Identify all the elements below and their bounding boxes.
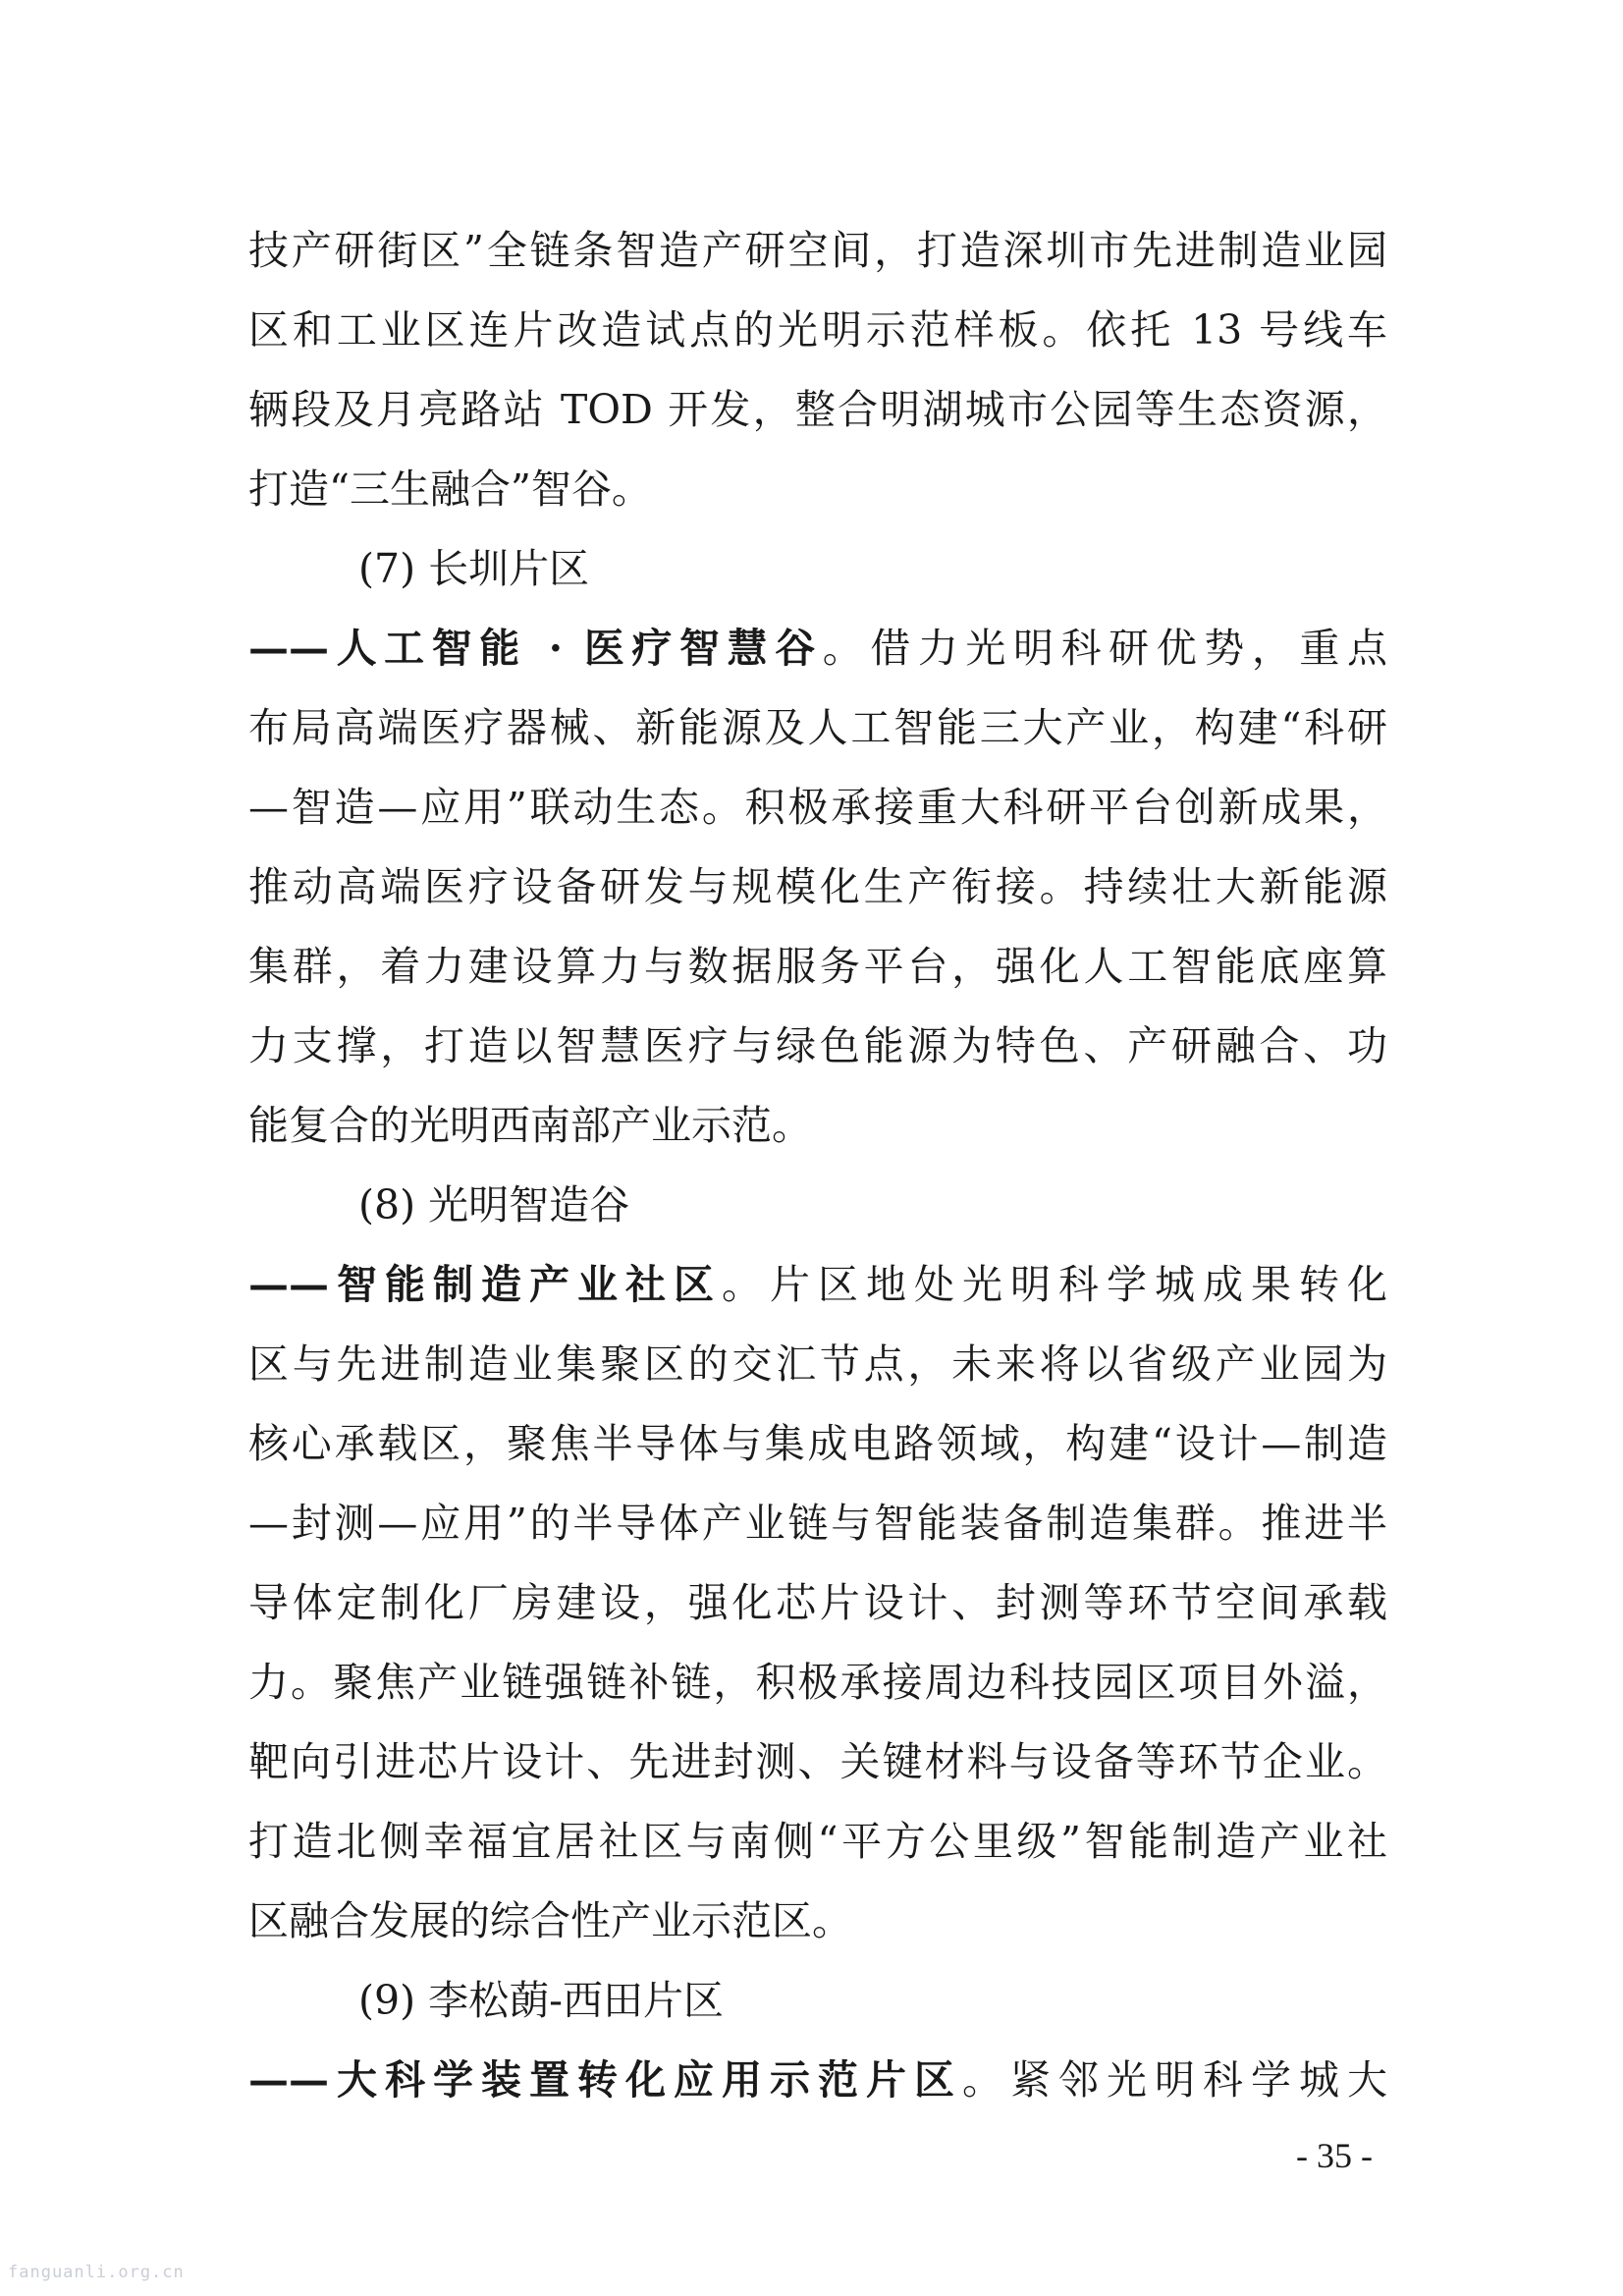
page-number: - 35 - [1296, 2136, 1373, 2175]
text-line: 技产研街区”全链条智造产研空间，打造深圳市先进制造业园 [248, 227, 1387, 274]
paragraph-intro [248, 211, 1387, 529]
text-line: 力支撑，打造以智慧医疗与绿色能源为特色、产研融合、功 [248, 1022, 1387, 1069]
section-9 [248, 1961, 1387, 2120]
section-lead-line [248, 609, 1387, 688]
text-line: 导体定制化厂房建设，强化芯片设计、封测等环节空间承载 [248, 1579, 1387, 1626]
section-lead-text: 。紧邻光明科学城大 [962, 2056, 1387, 2104]
text-line: 力。聚焦产业链强链补链，积极承接周边科技园区项目外溢， [248, 1659, 1387, 1706]
section-lead-bold: ——大科学装置转化应用示范片区 [248, 2056, 962, 2104]
text-line: 区融合发展的综合性产业示范区。 [248, 1897, 852, 1944]
text-line: 区和工业区连片改造试点的光明示范样板。依托 13 号线车 [248, 306, 1387, 354]
text-line: 能复合的光明西南部产业示范。 [248, 1102, 812, 1149]
text-line: 靶向引进芯片设计、先进封测、关键材料与设备等环节企业。 [248, 1738, 1387, 1785]
text-line: —智造—应用”联动生态。积极承接重大科研平台创新成果， [248, 784, 1387, 831]
text-line: —封测—应用”的半导体产业链与智能装备制造集群。推进半 [248, 1500, 1387, 1547]
section-heading: (8) 光明智造谷 [358, 1181, 630, 1229]
section-7 [248, 529, 1387, 1166]
text-line: 辆段及月亮路站 TOD 开发，整合明湖城市公园等生态资源， [248, 386, 1387, 433]
section-heading: (9) 李松蓢-西田片区 [358, 1977, 724, 2024]
page-body [248, 211, 1387, 2120]
text-line: 打造“三生融合”智谷。 [248, 465, 652, 513]
text-line: 集群，着力建设算力与数据服务平台，强化人工智能底座算 [248, 943, 1387, 990]
section-heading: (7) 长圳片区 [358, 545, 590, 592]
section-lead-bold: ——智能制造产业社区 [248, 1261, 722, 1308]
text-line: 推动高端医疗设备研发与规模化生产衔接。持续壮大新能源 [248, 863, 1387, 910]
text-line: 核心承载区，聚焦半导体与集成电路领域，构建“设计—制造 [248, 1420, 1387, 1467]
text-line: 打造北侧幸福宜居社区与南侧“平方公里级”智能制造产业社 [248, 1818, 1387, 1865]
section-lead-text: 。借力光明科研优势，重点 [822, 625, 1388, 672]
text-line: 区与先进制造业集聚区的交汇节点，未来将以省级产业园为 [248, 1340, 1387, 1388]
section-lead-line [248, 2041, 1387, 2120]
section-lead-bold: ——人工智能 · 医疗智慧谷 [248, 625, 823, 672]
section-lead-line [248, 1245, 1387, 1325]
section-lead-text: 。片区地处光明科学城成果转化 [722, 1261, 1387, 1308]
section-8 [248, 1166, 1387, 1961]
watermark-text: fanguanli.org.cn [8, 2263, 185, 2282]
text-line: 布局高端医疗器械、新能源及人工智能三大产业，构建“科研 [248, 704, 1387, 751]
